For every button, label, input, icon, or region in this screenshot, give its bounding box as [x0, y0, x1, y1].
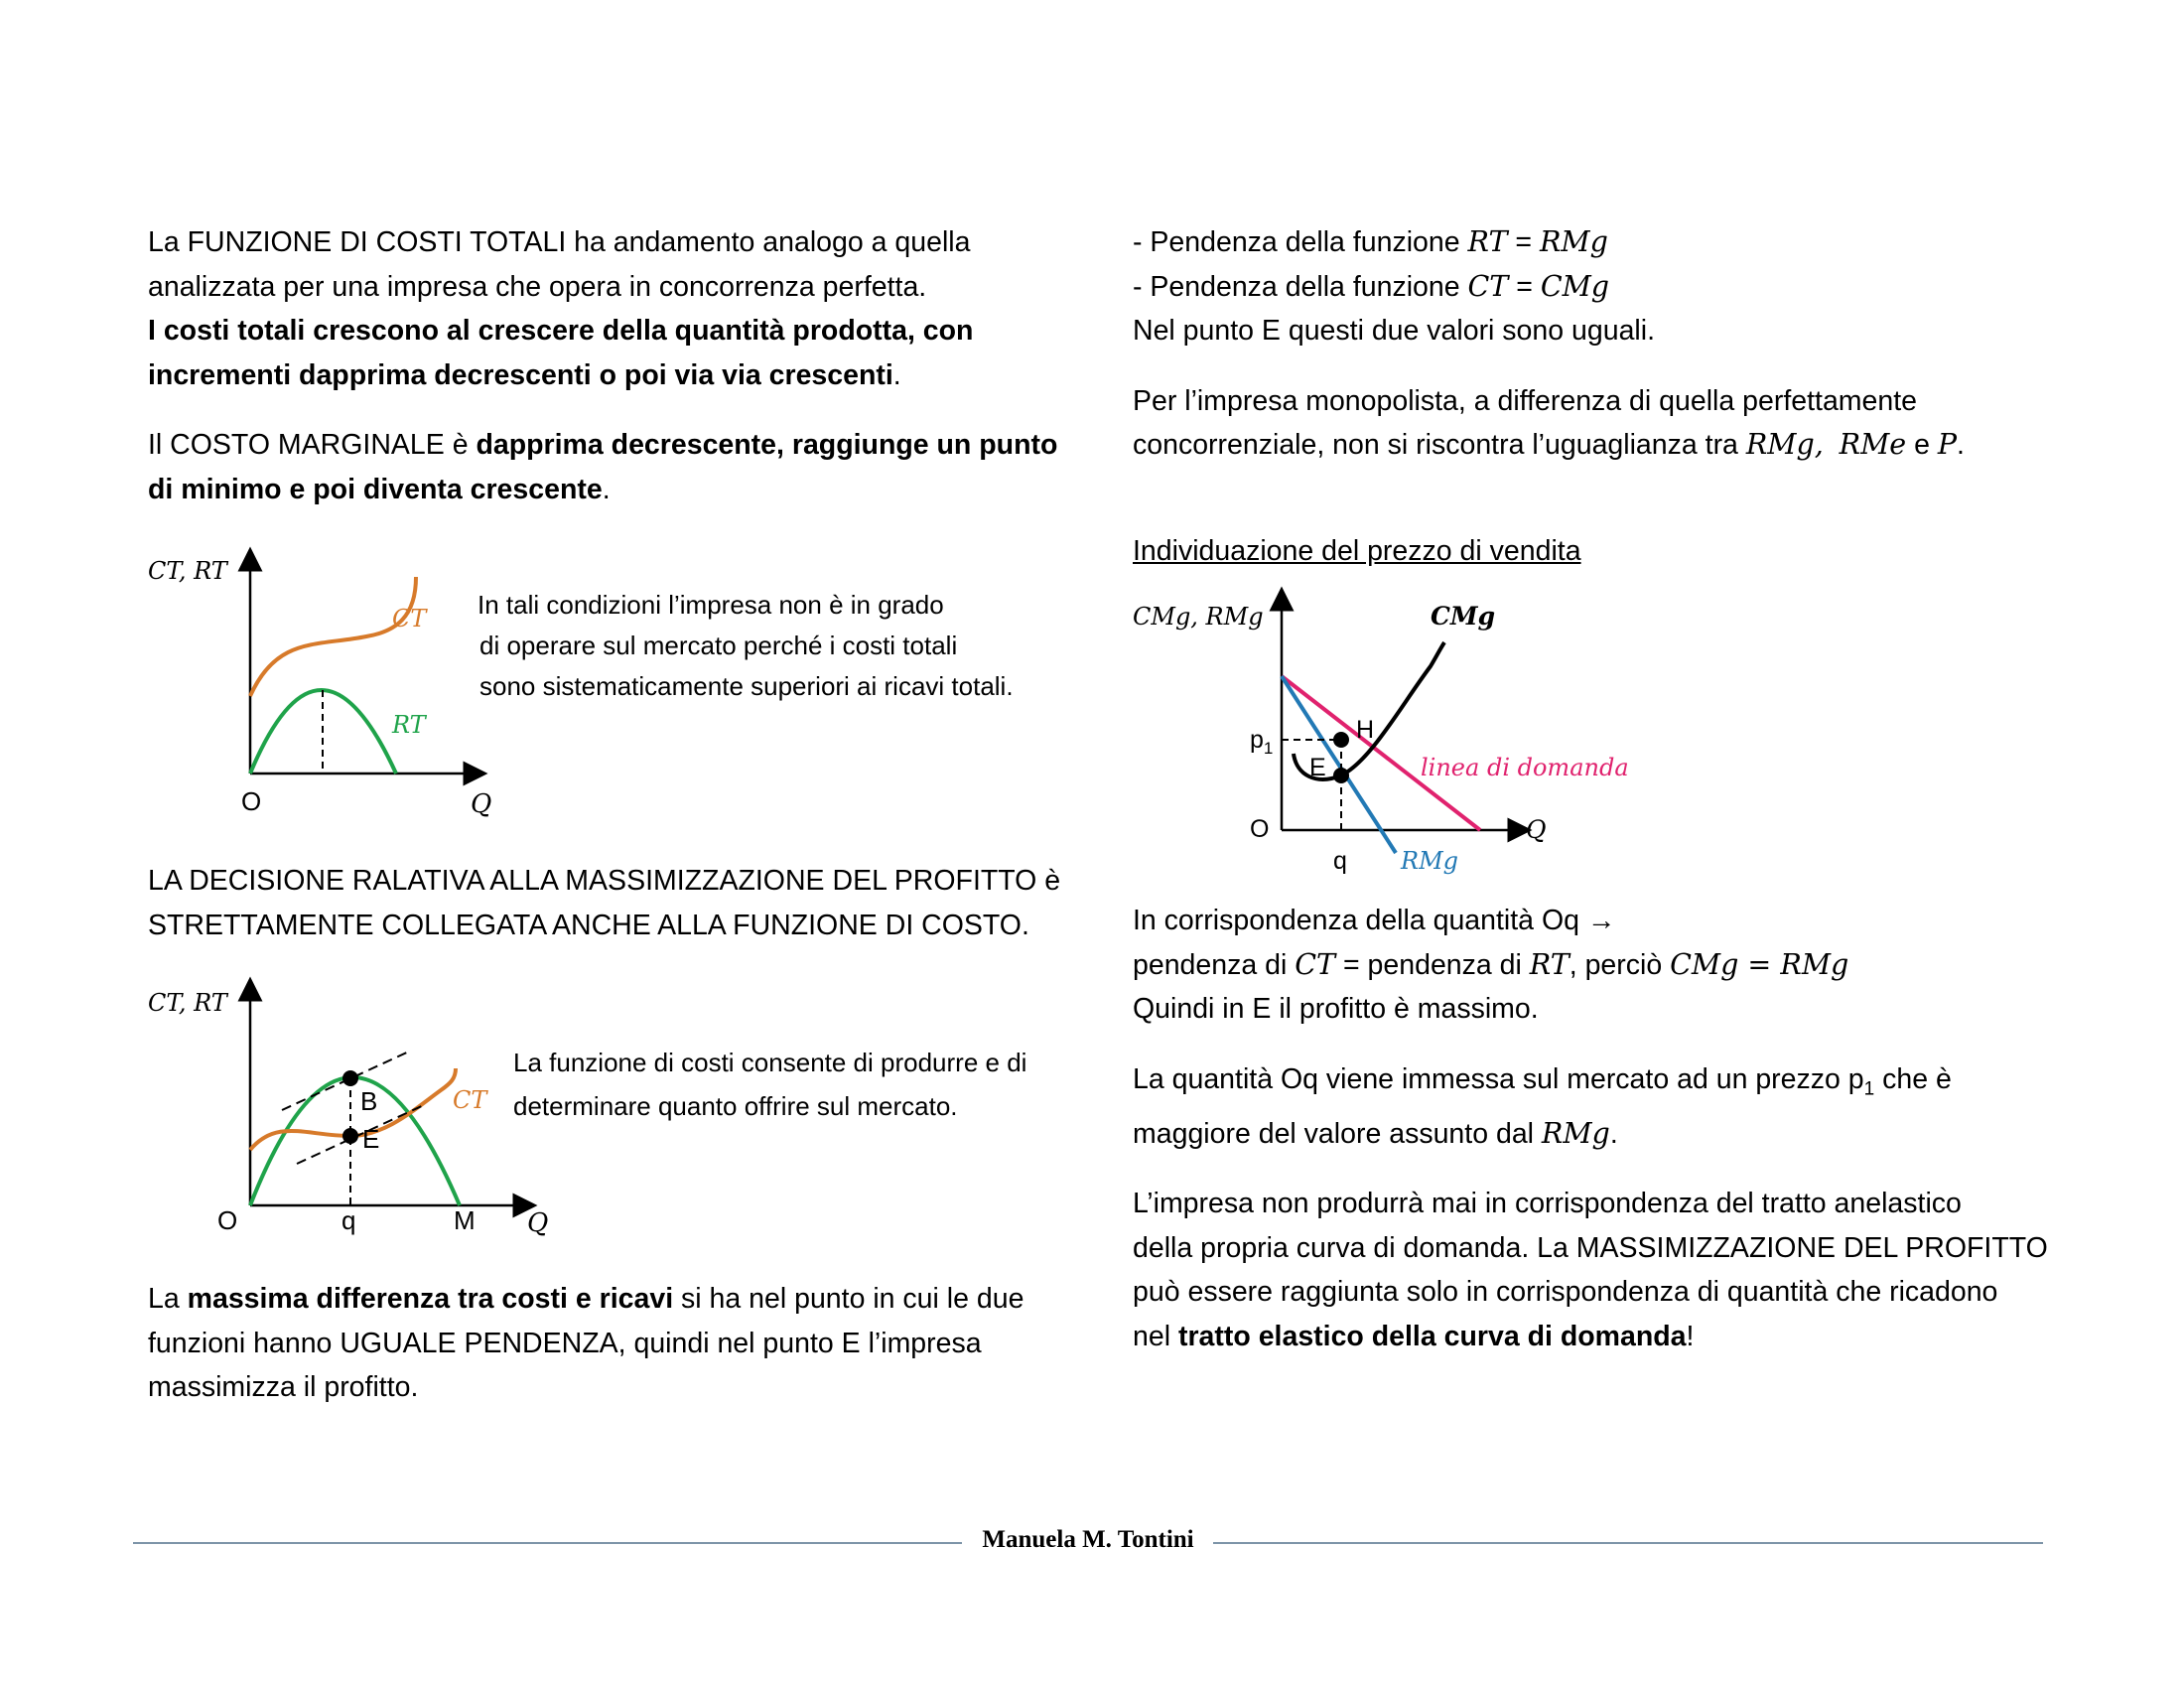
math: CMg = RMg [1670, 947, 1849, 981]
text: concorrenziale, non si riscontra l’uguaglianza tra [1133, 429, 1746, 461]
text: dapprima decrescente, raggiunge un punto [476, 429, 1058, 461]
h-label: H [1356, 716, 1375, 744]
y-axis-label: CT, RT [148, 557, 227, 585]
text: Il COSTO MARGINALE è [148, 429, 477, 461]
math: RT [1467, 225, 1508, 258]
math: RMg, [1745, 428, 1824, 461]
left-column [148, 220, 1071, 1436]
text: = pendenza di [1335, 948, 1530, 981]
figure-ct-rt-max-profit [148, 969, 1071, 1285]
text: - Pendenza della funzione [1133, 226, 1468, 258]
text: incrementi dapprima decrescenti o poi via via crescenti [148, 358, 893, 391]
ct-label: CT [392, 605, 427, 633]
text: si ha nel punto in cui le due [673, 1283, 1024, 1315]
text: 1 [1863, 1078, 1875, 1100]
profit-decision-paragraph [148, 859, 1071, 947]
x-axis-label: Q [527, 1208, 549, 1238]
figure-price-determination [1133, 577, 2056, 914]
math: CT [1295, 947, 1336, 981]
x-axis-label: Q [1526, 815, 1547, 844]
footer [133, 1522, 2043, 1562]
text: 1 [1263, 739, 1274, 758]
ct-curve [250, 577, 416, 696]
text: pendenza di [1133, 948, 1296, 981]
figure-note [478, 585, 1014, 707]
q-label: q [1333, 847, 1347, 875]
text: tratto elastico della curva di domanda [1177, 1320, 1687, 1352]
ct-label: CT [453, 1086, 487, 1114]
text: , perciò [1569, 948, 1671, 981]
text: e [1906, 429, 1938, 461]
text: massimizza il profitto. [148, 1371, 419, 1403]
text: nel [1133, 1320, 1178, 1352]
origin-label: O [241, 786, 262, 816]
text: p [1250, 726, 1264, 754]
equilibrium-paragraph [1133, 899, 2056, 1032]
chart-cmg-rmg [1133, 577, 1649, 914]
m-label: M [454, 1205, 476, 1235]
rt-label: RT [392, 711, 426, 739]
text: I costi totali crescono al crescere della quantità prodotta, con [148, 315, 974, 347]
text: massima differenza tra costi e ricavi [187, 1283, 674, 1315]
max-difference-paragraph [148, 1277, 1071, 1410]
text: Nel punto E questi due valori sono uguali. [1133, 315, 1656, 347]
text: determinare quanto offrire sul mercato. [513, 1091, 958, 1121]
math: RMg [1541, 1116, 1610, 1150]
figure-ct-rt-no-profit [148, 537, 1071, 853]
text: In tali condizioni l’impresa non è in grado [478, 590, 944, 620]
text: . [1609, 1117, 1618, 1150]
origin-label: O [217, 1205, 238, 1235]
text: La funzione di costi consente di produrre e di [513, 1048, 1027, 1077]
text: La FUNZIONE DI COSTI TOTALI ha andamento analogo a quella [148, 226, 971, 258]
text: La quantità Oq viene immessa sul mercato ad un prezzo p [1133, 1062, 1864, 1095]
text: - Pendenza della funzione [1133, 270, 1468, 303]
section-heading: Individuazione del prezzo di vendita [1133, 534, 1581, 567]
text: = [1508, 270, 1541, 303]
text: Quindi in E il profitto è massimo. [1133, 993, 1539, 1025]
math: RMe [1839, 428, 1907, 461]
text: . [1957, 429, 1965, 461]
price-paragraph [1133, 1057, 2056, 1157]
b-label: B [360, 1086, 378, 1116]
y-axis-label: CT, RT [148, 989, 227, 1017]
text: . [892, 358, 901, 391]
point-b [342, 1070, 358, 1086]
text: di operare sul mercato perché i costi totali [479, 631, 958, 660]
monopoly-paragraph [1133, 379, 2056, 468]
math: RT [1529, 947, 1570, 981]
math: CT [1467, 269, 1509, 303]
text: di minimo e poi diventa crescente [148, 473, 603, 505]
text: ! [1686, 1320, 1695, 1352]
point-e [342, 1128, 358, 1144]
demand-label: linea di domanda [1421, 754, 1629, 781]
text: LA DECISIONE RALATIVA ALLA MASSIMIZZAZIONE DEL PROFITTO è [148, 865, 1061, 897]
y-axis-label: CMg, RMg [1133, 603, 1264, 631]
text: L’impresa non produrrà mai in corrispondenza del tratto anelastico [1133, 1188, 1962, 1220]
text: La [148, 1283, 188, 1315]
text: analizzata per una impresa che opera in concorrenza perfetta. [148, 270, 927, 303]
e-label: E [362, 1124, 380, 1154]
figure-note [513, 1041, 1026, 1128]
chart-ct-rt-2 [148, 969, 565, 1285]
text: In corrispondenza della quantità Oq → [1133, 905, 1616, 936]
text: maggiore del valore assunto dal [1133, 1117, 1542, 1150]
text: STRETTAMENTE COLLEGATA ANCHE ALLA FUNZIONE DI COSTO. [148, 909, 1029, 941]
q-label: q [341, 1205, 356, 1235]
text: sono sistematicamente superiori ai ricavi totali. [479, 671, 1014, 701]
rmg-label: RMg [1401, 847, 1459, 875]
x-axis-label: Q [471, 789, 492, 819]
text: può essere raggiunta solo in corrispondenza di quantità che ricadono [1133, 1276, 1998, 1309]
cost-function-paragraph [148, 220, 1071, 397]
point-h [1333, 732, 1349, 748]
text: della propria curva di domanda. La MASSIMIZZAZIONE DEL PROFITTO [1133, 1231, 2048, 1264]
text: che è [1874, 1062, 1952, 1095]
cmg-label: CMg [1431, 602, 1496, 631]
slope-paragraph [1133, 220, 2056, 353]
origin-label: O [1250, 815, 1270, 843]
p1-label [1250, 726, 1273, 758]
text: . [602, 473, 611, 505]
point-e [1333, 768, 1349, 783]
author-name: Manuela M. Tontini [968, 1526, 1207, 1553]
text: Per l’impresa monopolista, a differenza di quella perfettamente [1133, 384, 1917, 417]
e-label: E [1309, 754, 1326, 781]
math: RMg [1539, 225, 1608, 258]
right-column [1133, 220, 2056, 1384]
text: funzioni hanno UGUALE PENDENZA, quindi nel punto E l’impresa [148, 1327, 982, 1359]
math: CMg [1540, 269, 1610, 303]
math: P [1937, 428, 1958, 461]
marginal-cost-paragraph [148, 423, 1071, 511]
elastic-paragraph [1133, 1182, 2056, 1358]
text: = [1507, 226, 1540, 258]
